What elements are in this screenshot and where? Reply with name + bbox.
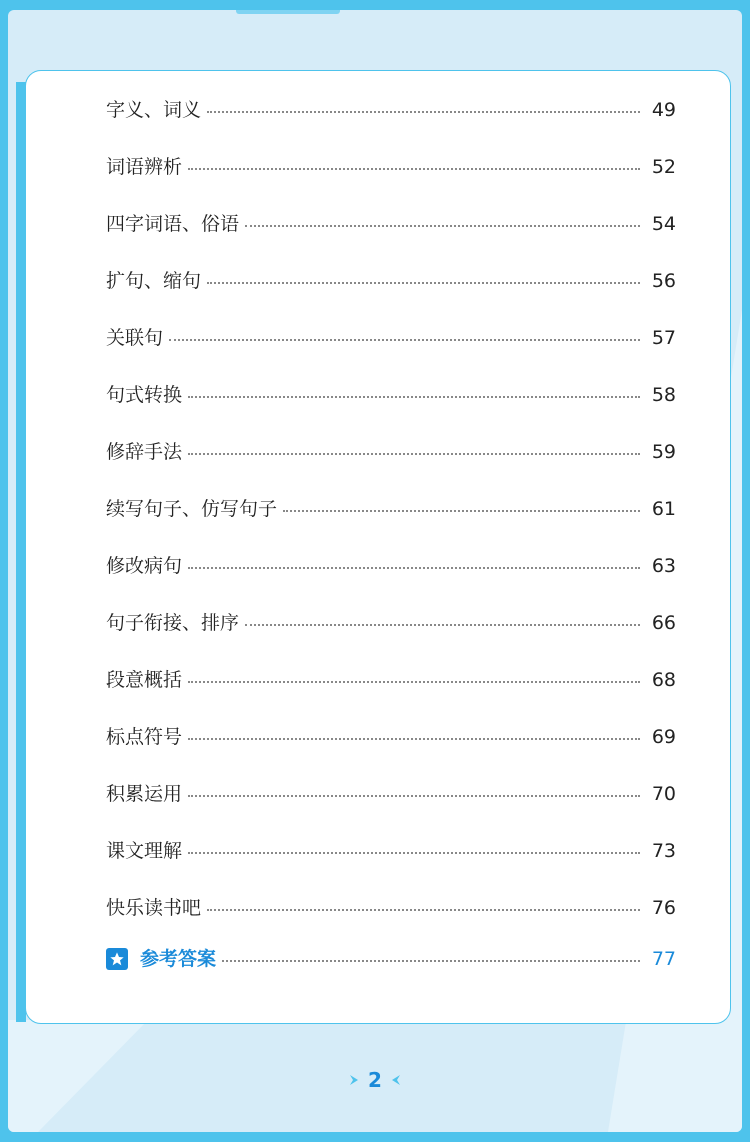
star-icon [106, 948, 128, 970]
dot-leader [188, 382, 640, 398]
toc-entry-page: 73 [651, 840, 676, 862]
dot-leader [283, 496, 640, 512]
toc-entry[interactable] [106, 895, 676, 952]
toc-entry-title: 关联句 [106, 327, 164, 349]
toc-entry-page: 57 [651, 327, 676, 349]
toc-entry-page: 52 [651, 156, 676, 178]
toc-entry-title: 修辞手法 [106, 441, 183, 463]
toc-entry-page: 70 [651, 783, 676, 805]
toc-entry-title: 标点符号 [106, 726, 183, 748]
answers-title: 参考答案 [140, 948, 217, 970]
toc-entry[interactable] [106, 781, 676, 838]
toc-entry[interactable] [106, 97, 676, 154]
toc-entry-page: 59 [651, 441, 676, 463]
answers-page: 77 [651, 948, 676, 970]
toc-entry-title: 扩句、缩句 [106, 270, 202, 292]
toc-entry-page: 58 [651, 384, 676, 406]
dot-leader [188, 154, 640, 170]
toc-entry-title: 续写句子、仿写句子 [106, 498, 278, 520]
toc-entry-page: 49 [651, 99, 676, 121]
toc-entry-title: 字义、词义 [106, 99, 202, 121]
dot-leader [207, 895, 640, 911]
toc-entry-title: 修改病句 [106, 555, 183, 577]
dot-leader [169, 325, 640, 341]
toc-entry-answers[interactable] [106, 946, 676, 986]
toc-entry-page: 56 [651, 270, 676, 292]
toc-entry[interactable] [106, 838, 676, 895]
toc-entry-page: 76 [651, 897, 676, 919]
toc-entry-title: 积累运用 [106, 783, 183, 805]
toc-entry[interactable] [106, 325, 676, 382]
toc-entry[interactable] [106, 211, 676, 268]
dot-leader [188, 667, 640, 683]
dot-leader [188, 781, 640, 797]
toc-entry[interactable] [106, 667, 676, 724]
toc-entry-page: 61 [651, 498, 676, 520]
toc-entry[interactable] [106, 610, 676, 667]
toc-entry-title: 课文理解 [106, 840, 183, 862]
toc-entry[interactable] [106, 496, 676, 553]
toc-entry-title: 句式转换 [106, 384, 183, 406]
page-sheet [8, 10, 742, 1132]
toc-entry[interactable] [106, 154, 676, 211]
toc-entry[interactable] [106, 724, 676, 781]
dot-leader [222, 946, 640, 962]
chevron-left-icon [390, 1074, 402, 1086]
dot-leader [207, 97, 640, 113]
toc-entry[interactable] [106, 268, 676, 325]
toc-entry-page: 66 [651, 612, 676, 634]
chevron-right-icon [348, 1074, 360, 1086]
dot-leader [188, 439, 640, 455]
toc-entry-title: 句子衔接、排序 [106, 612, 240, 634]
page-number: 2 [368, 1068, 382, 1092]
dot-leader [207, 268, 640, 284]
toc-entry-page: 68 [651, 669, 676, 691]
toc-entry-title: 快乐读书吧 [106, 897, 202, 919]
dot-leader [188, 838, 640, 854]
toc-entry-page: 69 [651, 726, 676, 748]
toc-entry-page: 54 [651, 213, 676, 235]
toc-entry-title: 四字词语、俗语 [106, 213, 240, 235]
toc-entry[interactable] [106, 382, 676, 439]
table-of-contents [106, 97, 676, 986]
dot-leader [245, 610, 640, 626]
toc-entry-page: 63 [651, 555, 676, 577]
page-number-footer [8, 1068, 742, 1092]
toc-card [25, 70, 731, 1024]
dot-leader [245, 211, 640, 227]
toc-entry-title: 词语辨析 [106, 156, 183, 178]
toc-entry[interactable] [106, 439, 676, 496]
toc-entry[interactable] [106, 553, 676, 610]
dot-leader [188, 553, 640, 569]
dot-leader [188, 724, 640, 740]
toc-entry-title: 段意概括 [106, 669, 183, 691]
